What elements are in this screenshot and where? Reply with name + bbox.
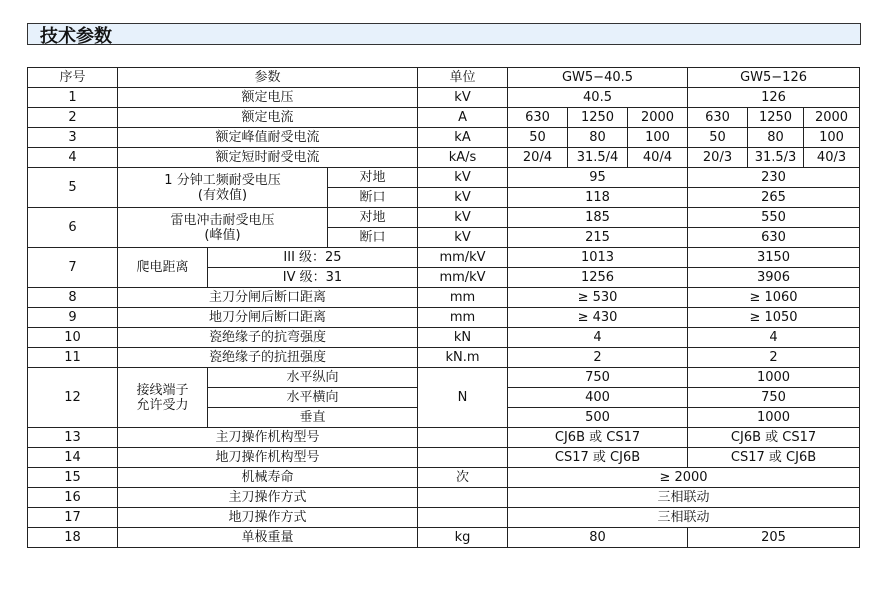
row-no: 18 xyxy=(28,528,118,548)
row-unit: A xyxy=(418,108,508,128)
row-no: 2 xyxy=(28,108,118,128)
row-subparam: IV 级：31 xyxy=(208,268,418,288)
value-model2: CS17 或 CJ6B xyxy=(688,448,860,468)
value-both: 三相联动 xyxy=(508,488,860,508)
table-row xyxy=(28,308,860,328)
table-row xyxy=(28,428,860,448)
table-row xyxy=(28,288,860,308)
value-model1: 750 xyxy=(508,368,688,388)
value-cell: 20/3 xyxy=(688,148,748,168)
row-param: 地刀分闸后断口距离 xyxy=(118,308,418,328)
row-subparam: 断口 xyxy=(328,188,418,208)
row-unit: mm/kV xyxy=(418,268,508,288)
value-cell: 40/3 xyxy=(804,148,860,168)
value-cell: 20/4 xyxy=(508,148,568,168)
table-row xyxy=(28,208,860,228)
value-cell: 100 xyxy=(628,128,688,148)
row-unit xyxy=(418,428,508,448)
row-unit xyxy=(418,508,508,528)
row-unit: kV xyxy=(418,228,508,248)
value-model1: 4 xyxy=(508,328,688,348)
table-row xyxy=(28,448,860,468)
row-subparam: 水平纵向 xyxy=(208,368,418,388)
table-row xyxy=(28,168,860,188)
row-no: 9 xyxy=(28,308,118,328)
row-no: 5 xyxy=(28,168,118,208)
table-row xyxy=(28,528,860,548)
value-model2: 230 xyxy=(688,168,860,188)
row-param: 额定电压 xyxy=(118,88,418,108)
value-model1: 40.5 xyxy=(508,88,688,108)
value-cell: 80 xyxy=(748,128,804,148)
row-no: 15 xyxy=(28,468,118,488)
row-unit: mm xyxy=(418,288,508,308)
value-model1: 2 xyxy=(508,348,688,368)
row-unit xyxy=(418,488,508,508)
row-no: 1 xyxy=(28,88,118,108)
value-model2: ≥ 1050 xyxy=(688,308,860,328)
row-unit: 次 xyxy=(418,468,508,488)
row-unit: mm/kV xyxy=(418,248,508,268)
row-unit xyxy=(418,448,508,468)
row-no: 16 xyxy=(28,488,118,508)
row-param: 额定峰值耐受电流 xyxy=(118,128,418,148)
col-header-no: 序号 xyxy=(28,68,118,88)
value-cell: 50 xyxy=(688,128,748,148)
value-model1: 80 xyxy=(508,528,688,548)
row-param: 主刀操作方式 xyxy=(118,488,418,508)
value-cell: 1250 xyxy=(748,108,804,128)
value-model1: 118 xyxy=(508,188,688,208)
row-no: 8 xyxy=(28,288,118,308)
value-model1: ≥ 530 xyxy=(508,288,688,308)
spec-table xyxy=(27,67,860,548)
value-model2: ≥ 1060 xyxy=(688,288,860,308)
row-param: 地刀操作机构型号 xyxy=(118,448,418,468)
row-unit: kV xyxy=(418,88,508,108)
row-subparam: 断口 xyxy=(328,228,418,248)
row-unit: N xyxy=(418,368,508,428)
row-param: 机械寿命 xyxy=(118,468,418,488)
row-unit: kN.m xyxy=(418,348,508,368)
value-model1: CS17 或 CJ6B xyxy=(508,448,688,468)
row-param: 主刀分闸后断口距离 xyxy=(118,288,418,308)
row-no: 6 xyxy=(28,208,118,248)
row-no: 13 xyxy=(28,428,118,448)
header-row xyxy=(28,68,860,88)
value-model1: CJ6B 或 CS17 xyxy=(508,428,688,448)
value-model2: 630 xyxy=(688,228,860,248)
row-unit: kV xyxy=(418,188,508,208)
col-header-model1: GW5−40.5 xyxy=(508,68,688,88)
row-no: 12 xyxy=(28,368,118,428)
table-row xyxy=(28,248,860,268)
row-unit: kg xyxy=(418,528,508,548)
table-row xyxy=(28,508,860,528)
value-model2: 1000 xyxy=(688,368,860,388)
value-model2: 750 xyxy=(688,388,860,408)
row-no: 11 xyxy=(28,348,118,368)
row-unit: kV xyxy=(418,208,508,228)
table-row xyxy=(28,128,860,148)
row-unit: kV xyxy=(418,168,508,188)
row-param: 单极重量 xyxy=(118,528,418,548)
value-cell: 630 xyxy=(508,108,568,128)
value-cell: 80 xyxy=(568,128,628,148)
table-row xyxy=(28,148,860,168)
value-cell: 100 xyxy=(804,128,860,148)
col-header-unit: 单位 xyxy=(418,68,508,88)
row-subparam: 垂直 xyxy=(208,408,418,428)
value-model2: 265 xyxy=(688,188,860,208)
value-model2: CJ6B 或 CS17 xyxy=(688,428,860,448)
table-row xyxy=(28,348,860,368)
value-model2: 3150 xyxy=(688,248,860,268)
table-row xyxy=(28,88,860,108)
row-param: 瓷绝缘子的抗扭强度 xyxy=(118,348,418,368)
row-unit: kN xyxy=(418,328,508,348)
row-param: 额定短时耐受电流 xyxy=(118,148,418,168)
row-param: 地刀操作方式 xyxy=(118,508,418,528)
value-cell: 31.5/3 xyxy=(748,148,804,168)
value-model1: 1013 xyxy=(508,248,688,268)
value-cell: 630 xyxy=(688,108,748,128)
row-unit: mm xyxy=(418,308,508,328)
row-param: 瓷绝缘子的抗弯强度 xyxy=(118,328,418,348)
row-subparam: 对地 xyxy=(328,208,418,228)
value-cell: 1250 xyxy=(568,108,628,128)
value-model1: 215 xyxy=(508,228,688,248)
table-row xyxy=(28,328,860,348)
row-no: 10 xyxy=(28,328,118,348)
row-param: 爬电距离 xyxy=(118,248,208,288)
value-cell: 50 xyxy=(508,128,568,148)
value-model2: 2 xyxy=(688,348,860,368)
row-param: 主刀操作机构型号 xyxy=(118,428,418,448)
row-unit: kA/s xyxy=(418,148,508,168)
value-model1: ≥ 430 xyxy=(508,308,688,328)
section-title: 技术参数 xyxy=(40,26,112,47)
row-subparam: 水平横向 xyxy=(208,388,418,408)
row-param: 额定电流 xyxy=(118,108,418,128)
row-no: 4 xyxy=(28,148,118,168)
row-no: 3 xyxy=(28,128,118,148)
value-model1: 185 xyxy=(508,208,688,228)
table-row xyxy=(28,488,860,508)
value-both: ≥ 2000 xyxy=(508,468,860,488)
row-no: 14 xyxy=(28,448,118,468)
value-model2: 4 xyxy=(688,328,860,348)
value-model2: 126 xyxy=(688,88,860,108)
row-no: 7 xyxy=(28,248,118,288)
value-both: 三相联动 xyxy=(508,508,860,528)
value-model1: 500 xyxy=(508,408,688,428)
value-model2: 1000 xyxy=(688,408,860,428)
table-row xyxy=(28,108,860,128)
value-cell: 31.5/4 xyxy=(568,148,628,168)
value-model1: 400 xyxy=(508,388,688,408)
value-cell: 40/4 xyxy=(628,148,688,168)
value-model1: 95 xyxy=(508,168,688,188)
value-model1: 1256 xyxy=(508,268,688,288)
row-param: 雷电冲击耐受电压 (峰值) xyxy=(118,208,328,248)
col-header-param: 参数 xyxy=(118,68,418,88)
section-title-bar xyxy=(27,23,861,45)
row-subparam: 对地 xyxy=(328,168,418,188)
row-no: 17 xyxy=(28,508,118,528)
row-subparam: III 级：25 xyxy=(208,248,418,268)
value-cell: 2000 xyxy=(628,108,688,128)
value-model2: 550 xyxy=(688,208,860,228)
table-row xyxy=(28,368,860,388)
value-cell: 2000 xyxy=(804,108,860,128)
value-model2: 3906 xyxy=(688,268,860,288)
row-unit: kA xyxy=(418,128,508,148)
col-header-model2: GW5−126 xyxy=(688,68,860,88)
row-param: 1 分钟工频耐受电压 (有效值) xyxy=(118,168,328,208)
row-param: 接线端子 允许受力 xyxy=(118,368,208,428)
value-model2: 205 xyxy=(688,528,860,548)
table-row xyxy=(28,468,860,488)
